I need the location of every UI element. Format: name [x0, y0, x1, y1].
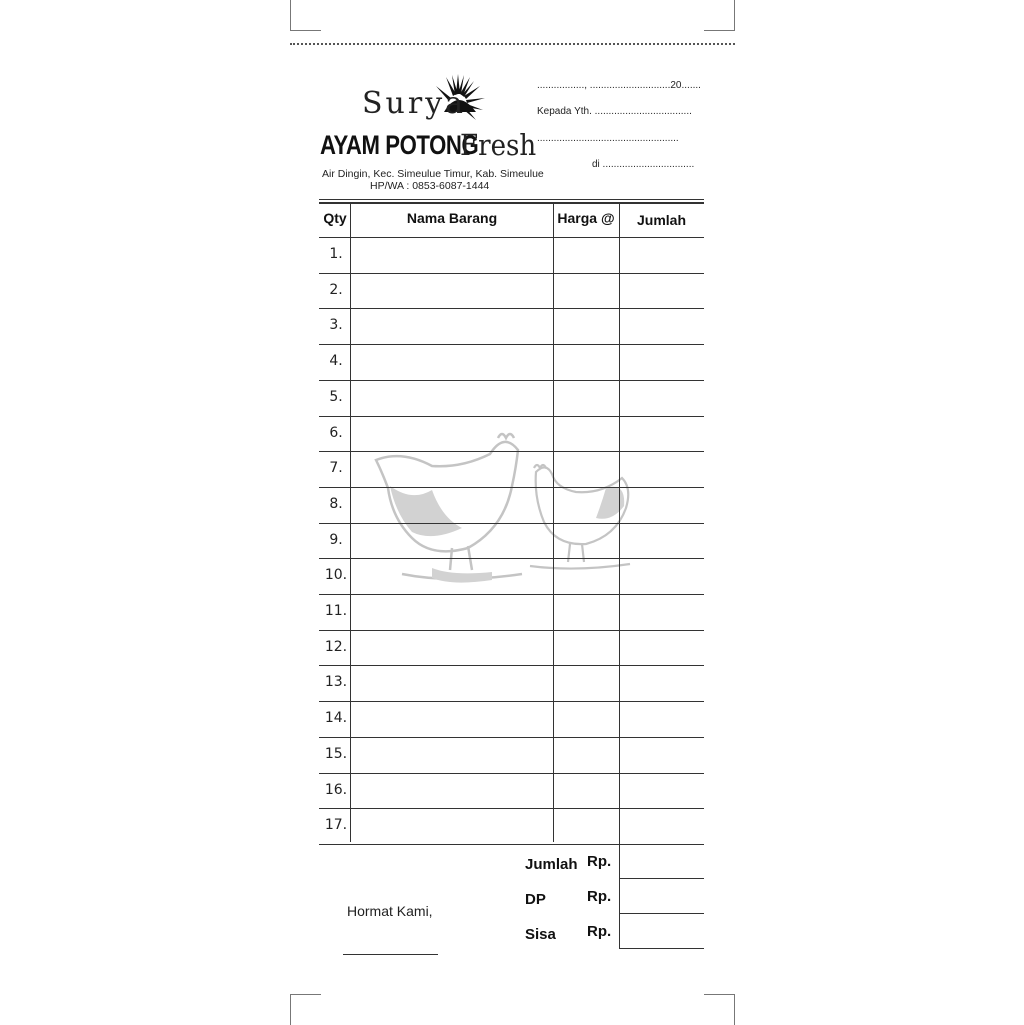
table-row[interactable] — [319, 737, 704, 738]
row-number: 9. — [329, 531, 343, 548]
address-text: Air Dingin, Kec. Simeulue Timur, Kab. Simeulue — [322, 168, 544, 180]
row-number: 8. — [329, 495, 343, 512]
header-harga: Harga @ — [557, 210, 615, 226]
location-field[interactable]: di ................................. — [592, 159, 695, 170]
table-row[interactable] — [319, 844, 704, 845]
row-number: 5. — [329, 388, 343, 405]
row-number: 10. — [324, 567, 348, 584]
logo — [318, 72, 544, 198]
row-number: 6. — [329, 424, 343, 441]
recipient-field[interactable]: Kepada Yth. ................................... — [537, 106, 692, 117]
table-top-rule — [319, 199, 704, 200]
date-field[interactable]: ................., .............................20....... — [537, 80, 701, 91]
total-field-dp[interactable] — [619, 913, 704, 914]
row-number: 2. — [329, 281, 343, 298]
table-row[interactable] — [319, 558, 704, 559]
header-jumlah: Jumlah — [636, 212, 686, 228]
signature-line[interactable] — [343, 954, 438, 955]
header-nama-barang: Nama Barang — [406, 210, 498, 226]
table-row[interactable] — [319, 416, 704, 417]
table-row[interactable] — [319, 344, 704, 345]
brand-main-text: AYAM POTONG — [320, 130, 479, 160]
table-row[interactable] — [319, 380, 704, 381]
crop-mark-bottom-left — [290, 994, 321, 1025]
table-row[interactable] — [319, 308, 704, 309]
table-row[interactable] — [319, 594, 704, 595]
row-number: 3. — [329, 317, 343, 334]
table-top-rule-2 — [319, 202, 704, 204]
header-bottom-rule — [319, 237, 704, 238]
total-label-sisa: Sisa — [525, 926, 556, 943]
total-currency-sisa: Rp. — [587, 923, 612, 940]
crop-mark-top-right — [704, 0, 735, 31]
row-number: 17. — [324, 817, 348, 834]
phone-text: HP/WA : 0853-6087-1444 — [370, 180, 490, 192]
perforation-line — [290, 43, 735, 45]
crop-mark-bottom-right — [704, 994, 735, 1025]
total-label-dp: DP — [525, 891, 546, 908]
row-number: 16. — [324, 781, 348, 798]
total-field-jumlah[interactable] — [619, 878, 704, 879]
address-blank-field[interactable]: ................................................... — [537, 133, 679, 144]
row-number: 14. — [324, 710, 348, 727]
row-number: 15. — [324, 745, 348, 762]
hen-watermark-icon — [372, 428, 532, 588]
table-row[interactable] — [319, 808, 704, 809]
row-number: 4. — [329, 353, 343, 370]
table-row[interactable] — [319, 451, 704, 452]
signature-label: Hormat Kami, — [347, 903, 433, 919]
crop-mark-top-left — [290, 0, 321, 31]
row-number: 12. — [324, 638, 348, 655]
table-row[interactable] — [319, 665, 704, 666]
table-row[interactable] — [319, 773, 704, 774]
total-label-jumlah: Jumlah — [525, 856, 578, 873]
col-divider-nama — [553, 202, 554, 842]
table-row[interactable] — [319, 523, 704, 524]
table-row[interactable] — [319, 487, 704, 488]
row-number: 1. — [329, 246, 343, 262]
table-row[interactable] — [319, 273, 704, 274]
header-qty: Qty — [323, 210, 347, 226]
total-currency-jumlah: Rp. — [587, 853, 612, 870]
row-number: 7. — [329, 460, 343, 477]
total-currency-dp: Rp. — [587, 888, 612, 905]
col-divider-harga — [619, 202, 620, 948]
row-number: 13. — [324, 674, 348, 691]
table-row[interactable] — [319, 630, 704, 631]
brand-script-text: Surya — [362, 86, 467, 121]
row-number: 11. — [324, 603, 348, 619]
brand-fresh-text: Fresh — [460, 128, 537, 162]
table-row[interactable] — [319, 701, 704, 702]
total-field-sisa[interactable] — [619, 948, 704, 949]
